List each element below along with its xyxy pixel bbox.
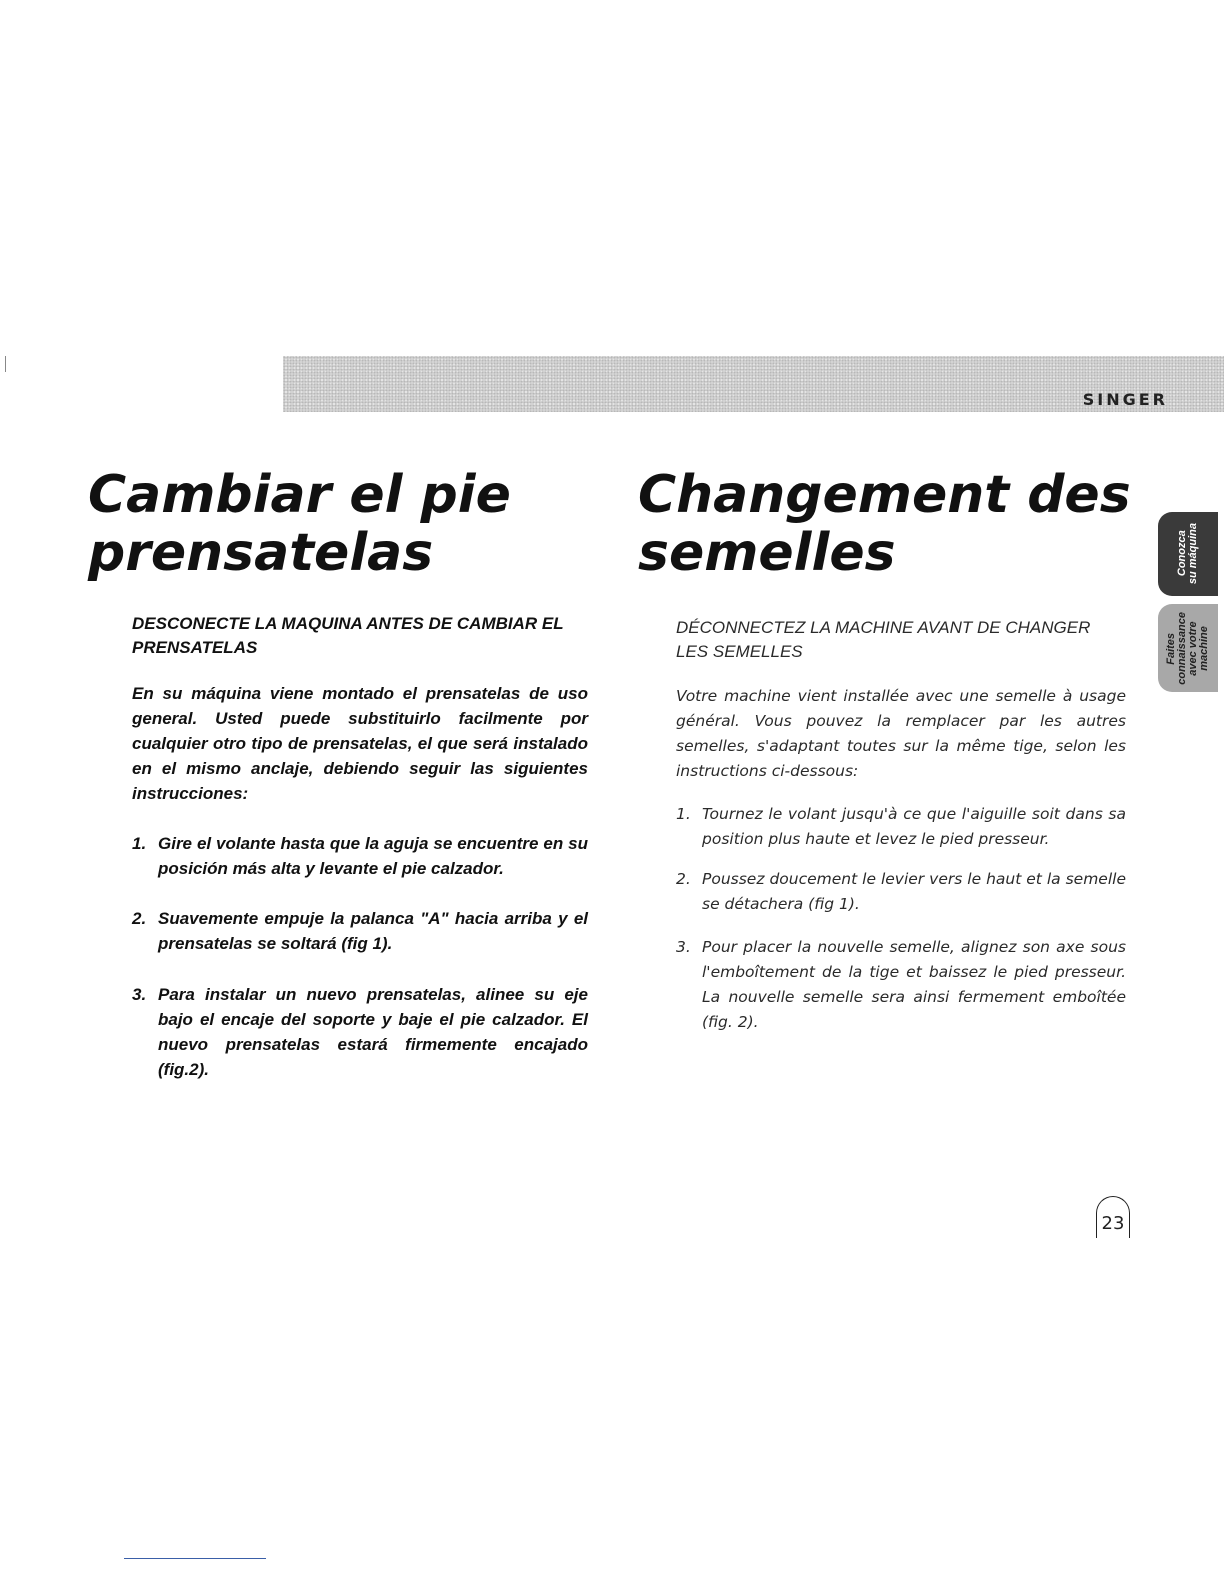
brand-logo: SINGER (1082, 390, 1168, 409)
tab-label-line: connaissance (1176, 611, 1188, 685)
side-tabs (1158, 512, 1218, 692)
bottom-rule (124, 1558, 266, 1559)
margin-tick (5, 356, 6, 372)
spanish-steps-3 (132, 982, 588, 1082)
spanish-step (132, 906, 588, 956)
spanish-column (132, 612, 588, 660)
spanish-steps (132, 831, 588, 881)
step-number: 1. (132, 834, 147, 853)
french-steps-2 (676, 867, 1126, 917)
step-text: Tournez le volant jusqu'à ce que l'aiguille soit dans sa position plus haute et levez le pied presseur. (702, 805, 1126, 848)
spanish-intro-block (132, 681, 588, 806)
tab-label-line: avec votre (1187, 620, 1199, 676)
step-text: Gire el volante hasta que la aguja se encuentre en su posición más alta y levante el pie calzador. (158, 834, 588, 878)
french-step (676, 935, 1126, 1035)
step-text: Suavemente empuje la palanca "A" hacia arriba y el prensatelas se soltará (fig 1). (158, 909, 588, 953)
title-french-line1: Changement des (638, 465, 1131, 525)
french-intro: Votre machine vient installée avec une semelle à usage général. Vous pouvez la remplacer par les autres semelles, s'adaptant toutes sur la même tige, selon les instructions ci-dessous: (676, 687, 1126, 780)
tab-faites-connaissance[interactable] (1158, 604, 1218, 692)
tab-label-line: Conozca (1176, 531, 1188, 577)
step-text: Pour placer la nouvelle semelle, alignez son axe sous l'emboîtement de la tige et baissez le pied presseur. La nouvelle semelle sera ainsi fermement emboîtée (fig. 2). (702, 938, 1126, 1031)
french-steps-3 (676, 935, 1126, 1035)
spanish-steps-2 (132, 906, 588, 956)
title-french-line2: semelles (638, 523, 896, 583)
title-spanish-line1: Cambiar el pie (88, 465, 511, 525)
title-french (638, 466, 1131, 582)
step-text: Para instalar un nuevo prensatelas, alinee su eje bajo el encaje del soporte y baje el pie calzador. El nuevo prensatelas estará firmemente encajado (fig.2). (158, 985, 588, 1079)
french-step (676, 867, 1126, 917)
spanish-intro: En su máquina viene montado el prensatelas de uso general. Usted puede substituirlo facilmente por cualquier otro tipo de prensatelas, el que será instalado en el mismo anclaje, debiendo seguir las siguientes instrucciones: (132, 684, 588, 803)
step-number: 3. (132, 985, 147, 1004)
tab-conozca-su-maquina[interactable] (1158, 512, 1218, 596)
french-intro-block (676, 684, 1126, 784)
step-number: 1. (676, 805, 691, 823)
step-text: Poussez doucement le levier vers le haut et la semelle se détachera (fig 1). (702, 870, 1126, 913)
tab-label-line: su máquina (1187, 523, 1199, 585)
spanish-step (132, 982, 588, 1082)
french-column (676, 616, 1126, 664)
french-warning: DÉCONNECTEZ LA MACHINE AVANT DE CHANGER LES SEMELLES (676, 618, 1091, 661)
french-steps (676, 802, 1126, 852)
tab-label (1177, 523, 1199, 584)
title-spanish-line2: prensatelas (88, 523, 434, 583)
spanish-warning: DESCONECTE LA MAQUINA ANTES DE CAMBIAR EL PRENSATELAS (132, 614, 564, 657)
step-number: 2. (676, 870, 691, 888)
step-number: 2. (132, 909, 147, 928)
tab-label (1166, 612, 1210, 685)
french-step (676, 802, 1126, 852)
page-number: 23 (1096, 1196, 1130, 1238)
tab-label-line: machine (1198, 625, 1210, 671)
tab-label-line: Faites (1165, 632, 1177, 664)
spanish-step (132, 831, 588, 881)
title-spanish (88, 466, 511, 582)
step-number: 3. (676, 938, 691, 956)
